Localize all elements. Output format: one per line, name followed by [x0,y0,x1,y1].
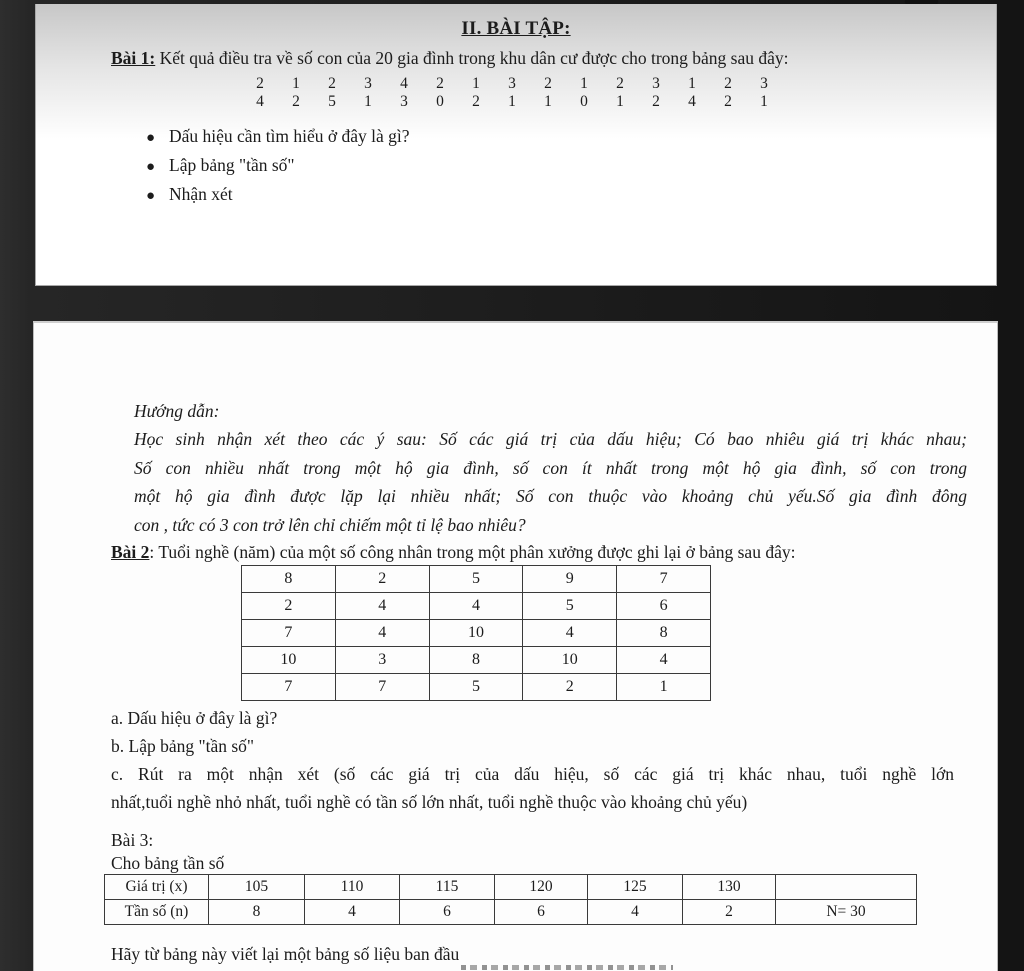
bullet-icon: ● [146,130,156,146]
section-heading: II. BÀI TẬP: [461,18,571,39]
table-row [105,900,917,925]
row-header-cell: Giá trị (x) [105,875,209,900]
table-cell: 10 [523,647,617,674]
exercise-1-text: Kết quả điều tra về số con của 20 gia đình trong khu dân cư được cho trong bảng sau đây: [159,48,789,68]
exercise-1-label: Bài 1: [111,48,156,68]
exercise-2-intro [111,540,795,564]
table-cell: 10 [242,647,336,674]
exercise-2-label: Bài 2 [111,542,150,562]
table-cell: 4 [429,593,523,620]
table-cell: 4 [588,900,683,925]
table-cell: 2 [242,593,336,620]
frequency-table [104,874,917,925]
table-cell: 8 [429,647,523,674]
number-value: 2 [256,75,264,92]
table-row [242,647,711,674]
number-value: 2 [436,75,444,92]
task-list-text: Dấu hiệu cần tìm hiểu ở đây là gì? [169,126,410,146]
number-value: 3 [760,75,768,92]
exercise-3-label: Bài 3: [111,830,154,850]
exercise-1-intro [111,46,789,70]
number-value: 0 [580,93,588,110]
cut-off-text-fragment [461,965,673,970]
table-cell: 9 [523,566,617,593]
table-cell: 10 [429,620,523,647]
table-cell: 7 [617,566,711,593]
table-cell: 3 [335,647,429,674]
table-cell: 105 [209,875,305,900]
number-value: 1 [364,93,372,110]
table-cell: 110 [305,875,400,900]
question-b: b. Lập bảng "tần số" [111,736,255,756]
number-value: 1 [616,93,624,110]
table-row [105,875,917,900]
table-cell: 6 [617,593,711,620]
number-value: 1 [688,75,696,92]
exercise-3-intro: Cho bảng tần số [111,853,225,873]
number-value: 2 [328,75,336,92]
number-value: 2 [724,93,732,110]
bullet-icon: ● [146,188,156,204]
table-cell: 5 [429,566,523,593]
number-value: 2 [292,93,300,110]
table-row [242,566,711,593]
table-cell: 4 [305,900,400,925]
table-cell: 7 [242,674,336,701]
table-cell: 5 [523,593,617,620]
number-value: 4 [256,93,264,110]
guide-line: Số con nhiều nhất trong một hộ gia đình, số con ít nhất trong một hộ gia đình, số con trong [134,457,967,478]
guide-line: một hộ gia đình được lặp lại nhiều nhất; Số con thuộc vào khoảng chủ yếu.Số gia đình đông [134,486,967,506]
table-cell: 4 [335,620,429,647]
task-list-item [146,184,410,213]
task-list-item [146,155,410,184]
question-c-line: nhất,tuổi nghề nhỏ nhất, tuổi nghề có tần số lớn nhất, tuổi nghề thuộc vào khoảng chủ yếu) [111,792,748,812]
table-cell: 8 [617,620,711,647]
number-value: 2 [472,93,480,110]
table-cell: 120 [495,875,588,900]
exercise-2-text: : Tuổi nghề (năm) của một số công nhân trong một phân xưởng được ghi lại ở bảng sau đây: [149,542,796,562]
number-value: 2 [724,75,732,92]
number-value: 2 [652,93,660,110]
page-1 [35,4,997,286]
guide-line: con , tức có 3 con trở lên chỉ chiếm một tỉ lệ bao nhiêu? [134,514,526,535]
number-value: 3 [508,75,516,92]
table-cell [776,875,917,900]
table-cell: 6 [495,900,588,925]
number-row-1 [242,75,782,93]
table-cell: N= 30 [776,900,917,925]
number-value: 2 [544,75,552,92]
question-a: a. Dấu hiệu ở đây là gì? [111,708,278,728]
number-value: 1 [544,93,552,110]
task-list-item [146,126,410,155]
table-cell: 2 [335,566,429,593]
table-cell: 2 [523,674,617,701]
number-value: 1 [580,75,588,92]
table-cell: 7 [335,674,429,701]
number-value: 3 [364,75,372,92]
table-row [242,593,711,620]
table-cell: 130 [683,875,776,900]
number-value: 2 [616,75,624,92]
page-2 [33,321,998,971]
table-cell: 4 [335,593,429,620]
number-value: 3 [652,75,660,92]
children-count-data-rows [242,75,782,111]
table-cell: 4 [617,647,711,674]
number-value: 0 [436,93,444,110]
question-c-line: c. Rút ra một nhận xét (số các giá trị của dấu hiệu, số các giá trị khác nhau, tuổi nghề lớn [111,764,954,784]
number-value: 4 [688,93,696,110]
table-cell: 8 [209,900,305,925]
question-c [111,760,954,816]
number-value: 4 [400,75,408,92]
task-list-text: Lập bảng "tần số" [169,155,295,175]
table-cell: 6 [400,900,495,925]
number-value: 5 [328,93,336,110]
table-cell: 115 [400,875,495,900]
exercise-3-outro: Hãy từ bảng này viết lại một bảng số liệu ban đầu [111,944,460,964]
table-cell: 8 [242,566,336,593]
task-list-text: Nhận xét [169,184,233,204]
number-value: 3 [400,93,408,110]
guide-title: Hướng dẫn: [134,401,220,421]
number-value: 1 [760,93,768,110]
table-cell: 1 [617,674,711,701]
number-value: 1 [472,75,480,92]
number-value: 1 [292,75,300,92]
guide-paragraph [134,425,967,539]
table-row [242,674,711,701]
table-cell: 125 [588,875,683,900]
experience-years-table [241,565,711,701]
row-header-cell: Tần số (n) [105,900,209,925]
table-cell: 7 [242,620,336,647]
table-row [242,620,711,647]
number-value: 1 [508,93,516,110]
guide-line: Học sinh nhận xét theo các ý sau: Số các giá trị của dấu hiệu; Có bao nhiêu giá trị khác nhau; [134,429,967,449]
exercise-1-task-list [146,126,410,213]
bullet-icon: ● [146,159,156,175]
number-row-2 [242,93,782,111]
table-cell: 2 [683,900,776,925]
table-cell: 5 [429,674,523,701]
table-cell: 4 [523,620,617,647]
